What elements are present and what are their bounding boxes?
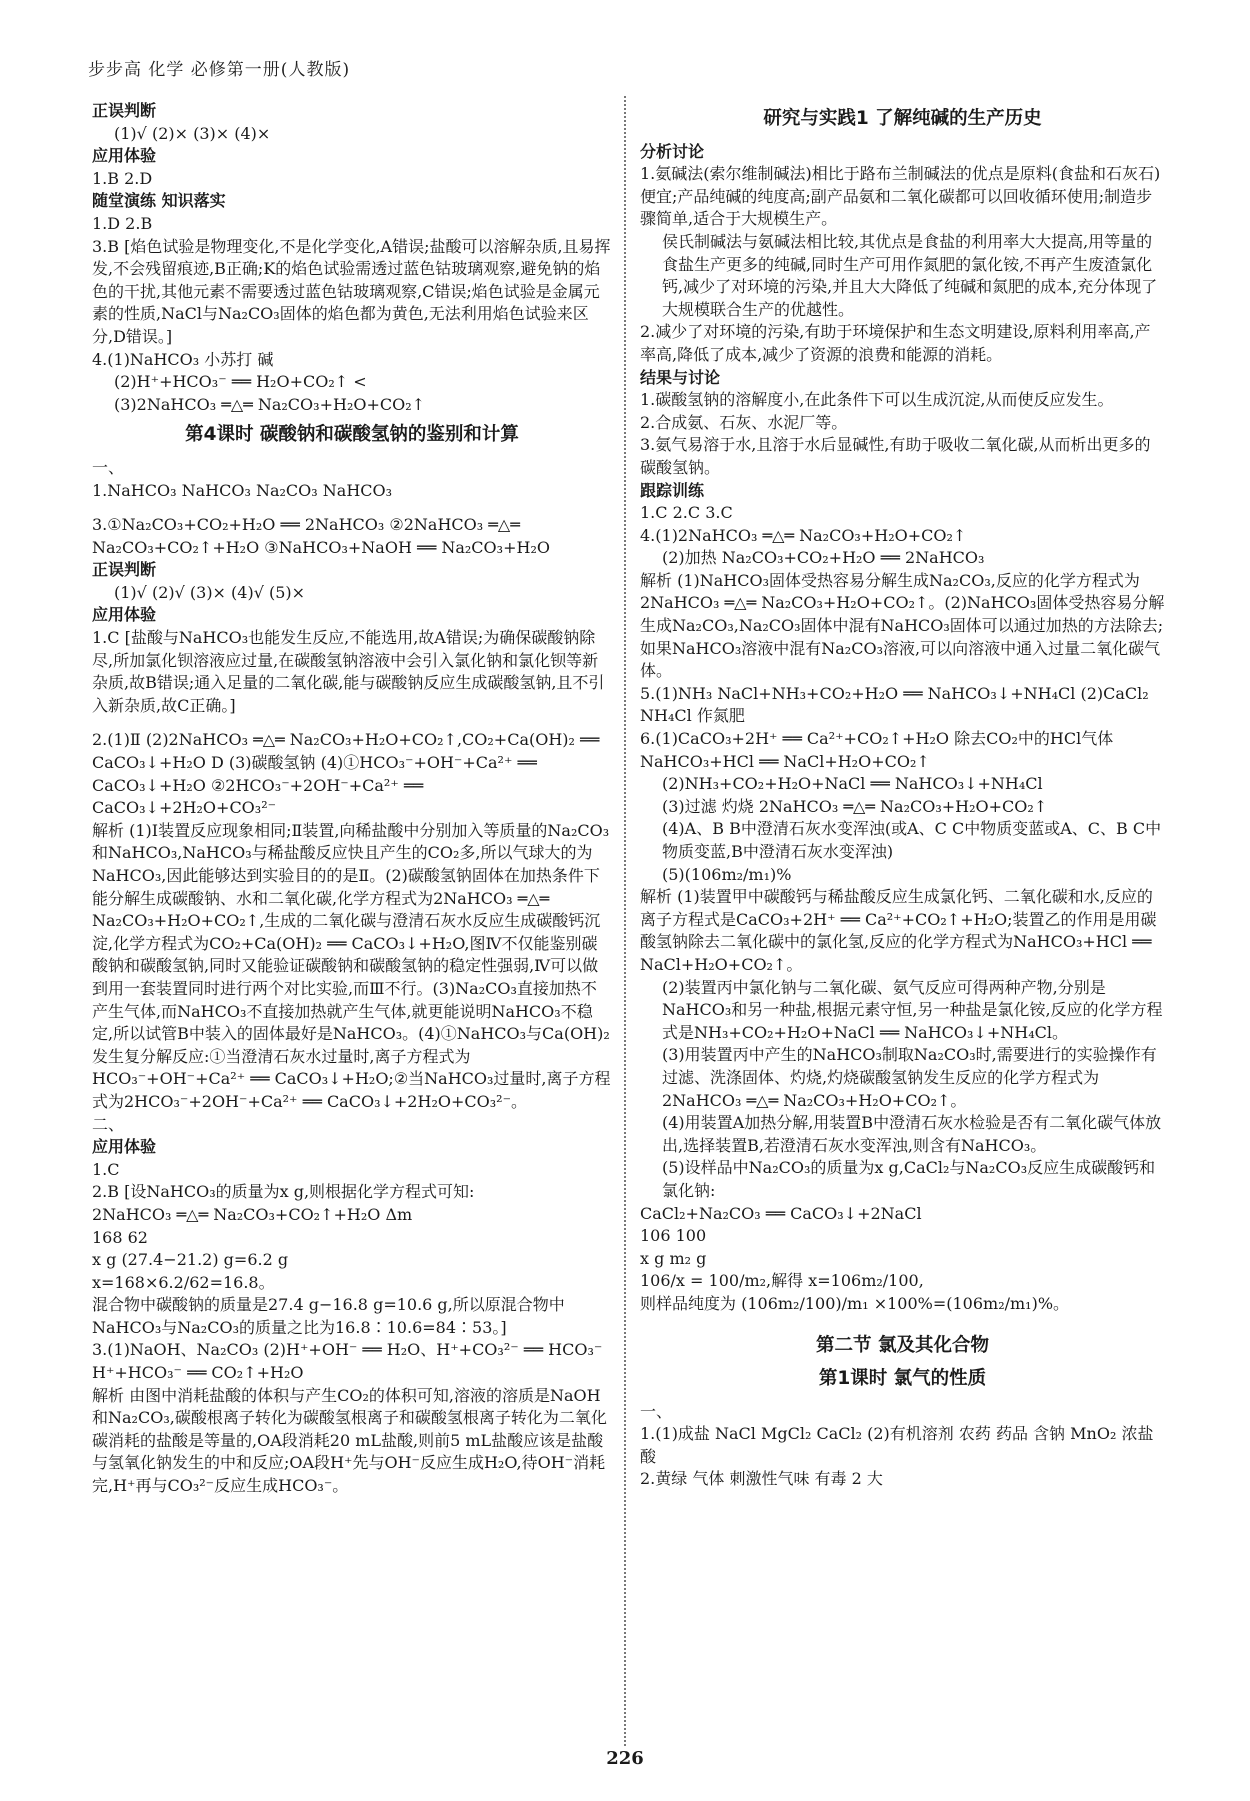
lesson-title: 第二节 氯及其化合物 <box>816 1335 989 1357</box>
answer-line: 1.(1)成盐 NaCl MgCl₂ CaCl₂ (2)有机溶剂 农药 药品 含钠 MnO₂ 浓盐酸 <box>640 1424 1154 1466</box>
section-heading: 应用体验 <box>92 146 157 166</box>
answer-line: (3)过滤 灼烧 2NaHCO₃ ═△═ Na₂CO₃+H₂O+CO₂↑ <box>662 796 1048 816</box>
answer-line: x g m₂ g <box>640 1248 707 1268</box>
answer-line: (2)加热 Na₂CO₃+CO₂+H₂O ══ 2NaHCO₃ <box>662 548 985 568</box>
answer-line: 106 100 <box>640 1226 707 1246</box>
answer-line: (1)√ (2)× (3)× (4)× <box>114 123 271 143</box>
answer-line: 解析 (1)NaHCO₃固体受热容易分解生成Na₂CO₃,反应的化学方程式为2NaHCO₃ ═△═ Na₂CO₃+H₂O+CO₂↑。(2)NaHCO₃固体受热容易分解生成Na₂CO₃,Na₂CO₃固体中混有NaHCO₃固体可以通过加热的方法除去;如果NaHCO₃溶液中混有Na₂CO₃溶液,可以向溶液中通入过量二氧化碳气体。 <box>640 570 1165 681</box>
column-divider <box>624 96 626 1746</box>
answer-line: 二、 <box>92 1114 125 1134</box>
answer-line: 侯氏制碱法与氨碱法相比较,其优点是食盐的利用率大大提高,用等量的食盐生产更多的纯碱,同时生产可用作氮肥的氯化铵,不再产生废渣氯化钙,减少了对环境的污染,并且大大降低了纯碱和氮肥的成本,充分体现了大规模联合生产的优越性。 <box>662 231 1158 319</box>
section-heading: 结果与讨论 <box>640 367 721 387</box>
answer-line: (1)√ (2)√ (3)× (4)√ (5)× <box>114 582 306 602</box>
answer-line: x=168×6.2/62=16.8。 <box>92 1272 275 1292</box>
section-heading: 正误判断 <box>92 101 157 120</box>
answer-line: (2)H⁺+HCO₃⁻ ══ H₂O+CO₂↑ < <box>114 372 367 392</box>
answer-line: 3.(1)NaOH、Na₂CO₃ (2)H⁺+OH⁻ ══ H₂O、H⁺+CO₃²⁻ ══ HCO₃⁻ H⁺+HCO₃⁻ ══ CO₂↑+H₂O <box>92 1340 603 1383</box>
answer-line: 2.(1)Ⅱ (2)2NaHCO₃ ═△═ Na₂CO₃+H₂O+CO₂↑,CO₂+Ca(OH)₂ ══ CaCO₃↓+H₂O D (3)碳酸氢钠 (4)①HCO₃⁻+OH⁻+Ca²⁺ ══ CaCO₃↓+H₂O ②2HCO₃⁻+2OH⁻+Ca²⁺ ══ CaCO₃↓+2H₂O+CO₃²⁻ <box>92 730 600 818</box>
section-heading: 随堂演练 知识落实 <box>92 191 226 211</box>
spacer <box>640 1315 1165 1327</box>
answer-line: 解析 (1)装置甲中碳酸钙与稀盐酸反应生成氯化钙、二氧化碳和水,反应的离子方程式是CaCO₃+2H⁺ ══ Ca²⁺+CO₂↑+H₂O;装置乙的作用是用碳酸氢钠除去二氧化碳中的氯化氢,反应的化学方程式为NaHCO₃+HCl ══ NaCl+H₂O+CO₂↑。 <box>640 887 1157 974</box>
answer-line: 2.减少了对环境的污染,有助于环境保护和生态文明建设,原料利用率高,产率高,降低了成本,减少了资源的浪费和能源的消耗。 <box>640 322 1151 364</box>
answer-line: 混合物中碳酸钠的质量是27.4 g−16.8 g=10.6 g,所以原混合物中NaHCO₃与Na₂CO₃的质量之比为16.8∶10.6=84∶53。] <box>92 1295 565 1337</box>
answer-line: 168 62 <box>92 1227 148 1247</box>
answer-line: 2.黄绿 气体 刺激性气味 有毒 2 大 <box>640 1469 883 1489</box>
section-heading: 应用体验 <box>92 605 157 625</box>
answer-line: (2)装置丙中氯化钠与二氧化碳、氨气反应可得两种产物,分别是NaHCO₃和另一种盐,根据元素守恒,另一种盐是氯化铵,反应的化学方程式是NH₃+CO₂+H₂O+NaCl ══ NaHCO₃↓+NH₄Cl。 <box>662 977 1163 1042</box>
answer-line: 1.D 2.B <box>92 213 153 233</box>
answer-line: 4.(1)2NaHCO₃ ═△═ Na₂CO₃+H₂O+CO₂↑ <box>640 525 967 545</box>
answer-line: (5)设样品中Na₂CO₃的质量为x g,CaCl₂与Na₂CO₃反应生成碳酸钙和氯化钠: <box>662 1158 1156 1200</box>
answer-line: 1.B 2.D <box>92 168 153 188</box>
lesson-title: 研究与实践1 了解纯碱的生产历史 <box>763 108 1042 129</box>
answer-line: 106/x = 100/m₂,解得 x=106m₂/100, <box>640 1271 924 1291</box>
answer-line: 1.氨碱法(索尔维制碱法)相比于路布兰制碱法的优点是原料(食盐和石灰石)便宜;产品纯碱的纯度高;副产品氨和二氧化碳都可以回收循环使用;制造步骤简单,适合于大规模生产。 <box>640 164 1161 229</box>
answer-line: 解析 由图中消耗盐酸的体积与产生CO₂的体积可知,溶液的溶质是NaOH和Na₂CO₃,碳酸根离子转化为碳酸氢根离子和碳酸氢根离子转化为二氧化碳消耗的盐酸是等量的,OA段消耗20 mL盐酸,则前5 mL盐酸应该是盐酸与氢氧化钠发生的中和反应;OA段H⁺先与OH⁻反应生成H₂O,待OH⁻消耗完,H⁺再与CO₃²⁻反应生成HCO₃⁻。 <box>92 1385 607 1496</box>
right-column <box>640 100 1165 1491</box>
answer-line: 一、 <box>640 1401 673 1421</box>
spacer <box>92 717 612 729</box>
answer-line: (2)NH₃+CO₂+H₂O+NaCl ══ NaHCO₃↓+NH₄Cl <box>662 774 1043 794</box>
lesson-title: 第1课时 氯气的性质 <box>818 1368 987 1390</box>
answer-line: 1.碳酸氢钠的溶解度小,在此条件下可以生成沉淀,从而使反应发生。 <box>640 390 1114 410</box>
answer-line: 3.B [焰色试验是物理变化,不是化学变化,A错误;盐酸可以溶解杂质,且易挥发,不会残留痕迹,B正确;K的焰色试验需透过蓝色钴玻璃观察,避免钠的焰色的干扰,其他元素不需要透过蓝色钴玻璃观察,C错误;焰色试验是金属元素的性质,NaCl与Na₂CO₃固体的焰色都为黄色,无法利用焰色试验来区分,D错误。] <box>92 236 611 346</box>
section-heading: 分析讨论 <box>640 141 705 161</box>
answer-line: 5.(1)NH₃ NaCl+NH₃+CO₂+H₂O ══ NaHCO₃↓+NH₄Cl (2)CaCl₂ NH₄Cl 作氮肥 <box>640 683 1149 726</box>
answer-line: 2NaHCO₃ ═△═ Na₂CO₃+CO₂↑+H₂O Δm <box>92 1204 413 1224</box>
answer-line: 2.B [设NaHCO₃的质量为x g,则根据化学方程式可知: <box>92 1182 475 1202</box>
section-heading: 应用体验 <box>92 1137 157 1157</box>
answer-line: 1.NaHCO₃ NaHCO₃ Na₂CO₃ NaHCO₃ <box>92 480 393 500</box>
answer-line: x g (27.4−21.2) g=6.2 g <box>92 1250 289 1270</box>
spacer <box>92 502 612 514</box>
section-heading: 正误判断 <box>92 560 157 580</box>
answer-line: 1.C [盐酸与NaHCO₃也能发生反应,不能选用,故A错误;为确保碳酸钠除尽,所加氯化钡溶液应过量,在碳酸氢钠溶液中会引入氯化钠和氯化钡等新杂质,故B错误;通入足量的二氧化碳,能与碳酸钠反应生成碳酸氢钠,且不引入新杂质,故C正确。] <box>92 628 605 715</box>
answer-line: 3.氨气易溶于水,且溶于水后显碱性,有助于吸收二氧化碳,从而析出更多的碳酸氢钠。 <box>640 435 1151 477</box>
answer-line: 则样品纯度为 (106m₂/100)/m₁ ×100%=(106m₂/m₁)%。 <box>640 1293 1070 1313</box>
answer-line: (4)A、B B中澄清石灰水变浑浊(或A、C C中物质变蓝或A、C、B C中物质变蓝,B中澄清石灰水变浑浊) <box>662 819 1162 861</box>
answer-line: 1.C 2.C 3.C <box>640 503 733 523</box>
answer-line: CaCl₂+Na₂CO₃ ══ CaCO₃↓+2NaCl <box>640 1203 922 1223</box>
answer-line: 2.合成氨、石灰、水泥厂等。 <box>640 412 848 432</box>
answer-line: (5)(106m₂/m₁)% <box>662 864 792 884</box>
answer-line: 解析 (1)Ⅰ装置反应现象相同;Ⅱ装置,向稀盐酸中分别加入等质量的Na₂CO₃和NaHCO₃,NaHCO₃与稀盐酸反应快且产生的CO₂多,所以气球大的为NaHCO₃,因此能够达到实验目的的是Ⅱ。(2)碳酸氢钠固体在加热条件下能分解生成碳酸钠、水和二氧化碳,化学方程式为2NaHCO₃ ═△═ Na₂CO₃+H₂O+CO₂↑,生成的二氧化碳与澄清石灰水反应生成碳酸钙沉淀,化学方程式为CO₂+Ca(OH)₂ ══ CaCO₃↓+H₂O,图Ⅳ不仅能鉴别碳酸钠和碳酸氢钠,同时又能验证碳酸钠和碳酸氢钠的稳定性强弱,Ⅳ可以做到用一套装置同时进行两个对比实验,而Ⅲ不行。(3)Na₂CO₃直接加热不产生气体,而NaHCO₃不直接加热就产生气体,就更能说明NaHCO₃不稳定,所以试管B中装入的固体最好是NaHCO₃。(4)①NaHCO₃与Ca(OH)₂发生复分解反应:①当澄清石灰水过量时,离子方程式为HCO₃⁻+OH⁻+Ca²⁺ ══ CaCO₃↓+H₂O;②当NaHCO₃过量时,离子方程式为2HCO₃⁻+2OH⁻+Ca²⁺ ══ CaCO₃↓+2H₂O+CO₃²⁻。 <box>92 820 611 1111</box>
answer-line: (3)用装置丙中产生的NaHCO₃制取Na₂CO₃时,需要进行的实验操作有过滤、洗涤固体、灼烧,灼烧碳酸氢钠发生反应的化学方程式为2NaHCO₃ ═△═ Na₂CO₃+H₂O+CO₂↑。 <box>662 1045 1157 1110</box>
answer-line: 6.(1)CaCO₃+2H⁺ ══ Ca²⁺+CO₂↑+H₂O 除去CO₂中的HCl气体 NaHCO₃+HCl ══ NaCl+H₂O+CO₂↑ <box>640 729 1114 771</box>
answer-line: 4.(1)NaHCO₃ 小苏打 碱 <box>92 349 274 369</box>
answer-line: 3.①Na₂CO₃+CO₂+H₂O ══ 2NaHCO₃ ②2NaHCO₃ ═△═ Na₂CO₃+CO₂↑+H₂O ③NaHCO₃+NaOH ══ Na₂CO₃+H₂O <box>92 515 550 557</box>
section-heading: 跟踪训练 <box>640 480 705 500</box>
lesson-title: 第4课时 碳酸钠和碳酸氢钠的鉴别和计算 <box>185 424 519 446</box>
page-header: 步步高 化学 必修第一册(人教版) <box>88 60 351 80</box>
left-column <box>92 100 612 1498</box>
answer-line: 一、 <box>92 457 125 477</box>
answer-line: (4)用装置A加热分解,用装置B中澄清石灰水检验是否有二氧化碳气体放出,选择装置B,若澄清石灰水变浑浊,则含有NaHCO₃。 <box>662 1113 1162 1155</box>
answer-line: 1.C <box>92 1159 120 1179</box>
page-number: 226 <box>606 1748 644 1769</box>
answer-line: (3)2NaHCO₃ ═△═ Na₂CO₃+H₂O+CO₂↑ <box>114 394 426 414</box>
